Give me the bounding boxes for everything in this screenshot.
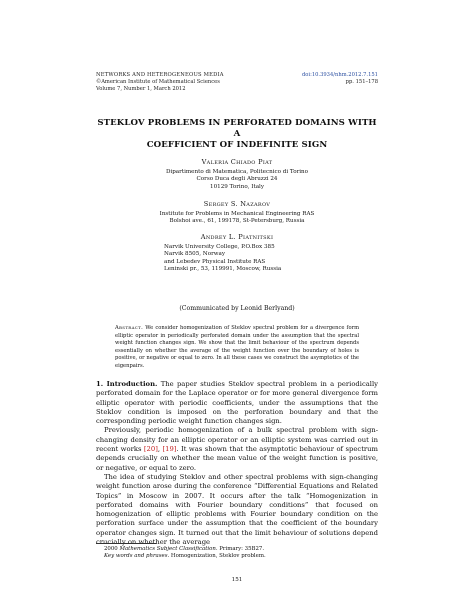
page-number: 151: [231, 577, 243, 583]
msc-line: [104, 546, 266, 553]
citation-link[interactable]: [20]: [143, 445, 158, 454]
introduction-section: [96, 380, 378, 547]
keywords-label: Key words and phrases.: [104, 553, 170, 560]
affil-line: and Lebedev Physical Institute RAS: [164, 258, 266, 265]
affil-line: Dipartimento di Matematica, Politecnico di Torino: [165, 169, 309, 175]
author-2-name: Sergey S. Nazarov: [203, 200, 271, 208]
affil-line: Leninski pr., 53, 119991, Moscow, Russia: [164, 266, 282, 273]
paragraph-text: Previously, periodic homogenization of a bulk spectral problem with sign-changing density for an elliptic operator or an elliptic system was carried out in recent works: [96, 426, 378, 454]
msc-label: Mathematics Subject Classification.: [119, 546, 218, 552]
paragraph-text: The paper studies Steklov spectral problem in a periodically perforated domain for the Laplace operator or for more general divergence form elliptic operator with periodic coefficients, under the assumptions that the Steklov condition is imposed on the perforation boundary and that the corresponding periodic weight function changes sign.: [96, 380, 378, 426]
author-2-affiliation: [96, 211, 378, 226]
citation-link[interactable]: [19]: [162, 445, 177, 454]
communicated-by: (Communicated by Leonid Berlyand): [179, 305, 295, 312]
affil-line: Bolshoi ave., 61, 199178, St-Petersburg, Russia: [169, 218, 305, 225]
journal-volume: Volume 7, Number 1, March 2012: [96, 86, 186, 92]
keywords-text: Homogenization, Steklov problem.: [170, 553, 266, 560]
page-range: pp. 151–178: [345, 79, 378, 85]
affil-line: 10129 Torino, Italy: [210, 183, 264, 190]
author-3-affiliation: [164, 244, 364, 274]
abstract-text: We consider homogenization of Steklov spectral problem for a divergence form elliptic operator in periodically perforated domain under the assumption that the spectral weight function changes sign. We show that the limit behaviour of the spectrum depends essentially on whether the average of the weight function over the boundary of holes is positive, or negative or equal to zero. In all these cases we construct the asymptotics of the eigenpairs.: [115, 325, 359, 369]
title-line-1: STEKLOV PROBLEMS IN PERFORATED DOMAINS WITH A: [97, 118, 377, 139]
paragraph: [96, 426, 378, 472]
msc-year: 2000: [104, 546, 118, 552]
journal-copyright: ©American Institute of Mathematical Sciences: [96, 79, 220, 85]
affil-line: Narvik 8505, Norway: [164, 251, 226, 258]
footnote-rule: [96, 543, 156, 544]
paragraph-text: . It was shown that the asymptotic behaviour of spectrum depends crucially on whether the mean value of the weight function is positive, or negative, or equal to zero.: [96, 445, 379, 472]
abstract: [115, 325, 359, 371]
journal-header: [96, 72, 224, 93]
author-1-affiliation: [96, 169, 378, 191]
affil-line: Corso Duca degli Abruzzi 24: [196, 176, 278, 183]
author-3-name: Andrey L. Piatnitski: [200, 233, 274, 241]
footnote: [104, 546, 266, 561]
paper-title: [96, 118, 378, 151]
author-1-name: Valeria Chiado Piat: [201, 158, 273, 166]
doi-header: [302, 72, 378, 86]
paragraph: [96, 380, 378, 426]
paragraph: [96, 473, 378, 547]
title-line-2: COEFFICIENT OF INDEFINITE SIGN: [146, 140, 328, 150]
affil-line: Narvik University College, P.O.Box 385: [164, 244, 275, 250]
msc-text: Primary: 35B27.: [219, 546, 265, 552]
section-heading: 1. Introduction.: [96, 380, 158, 388]
separator: ,: [157, 445, 163, 454]
paragraph-text: The idea of studying Steklov and other spectral problems with sign-changing weight function arose during the conference “Differential Equations and Related Topics” in Moscow in 2007. It occurs after the talk “Homogenization in perforated domains with Fourier boundary conditions” that focused on homogenization of elliptic problems with Fourier boundary condition on the perforation surface under the assumption that the coefficient of the boundary operator changes sign. It turned out that the limit behaviour of solutions depend crucially on whether the average: [96, 472, 378, 547]
doi-link[interactable]: doi:10.3934/nhm.2012.7.151: [301, 72, 378, 78]
abstract-label: Abstract.: [115, 325, 144, 331]
keywords-line: [104, 553, 266, 560]
affil-line: Institute for Problems in Mechanical Engineering RAS: [159, 211, 315, 217]
journal-name: NETWORKS AND HETEROGENEOUS MEDIA: [96, 72, 224, 78]
